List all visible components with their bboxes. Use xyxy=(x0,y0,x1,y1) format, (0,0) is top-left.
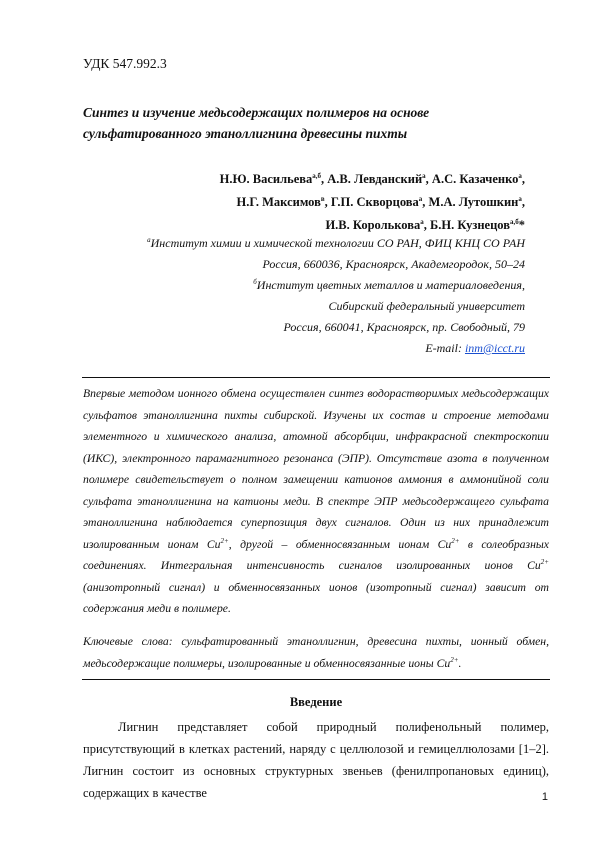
author-affil-mark: а xyxy=(422,171,426,180)
affiliations xyxy=(65,233,525,359)
keywords-end: . xyxy=(458,656,462,670)
affil-mark: б xyxy=(253,278,257,286)
author-separator: , xyxy=(423,218,430,232)
author-name: А.В. Левданский xyxy=(327,172,423,186)
ion-charge: 2+ xyxy=(451,536,460,545)
abstract-text: Впервые методом ионного обмена осуществлен синтез водорастворимых медьсодержащих сульфатов этаноллигнина пихты сибирской. Изучены их состав и строение методами элементного и химического анализа, атомной абсорбции, инфракрасной спектроскопии (ИКС), электронного парамагнитного резонанса (ЭПР). Отсутствие азота в полученном полимере свидетельствует о полном замещении катионов аммония в аммонийной соли сульфата этаноллигнина на катионы меди. В спектре ЭПР медьсодержащего сульфата этаноллигнина наблюдается суперпозиция двух сигналов. Один из них принадлежит изолированным ионам Cu xyxy=(83,387,549,551)
author-separator: * xyxy=(518,218,525,232)
affiliation-b-line-3: Россия, 660041, Красноярск, пр. Свободный, 79 xyxy=(283,320,525,334)
ion-charge: 2+ xyxy=(540,558,549,567)
affil-mark: а xyxy=(147,236,151,244)
affil-text: Институт химии и химической технологии СО РАН, ФИЦ КНЦ СО РАН xyxy=(150,236,525,250)
author-line-1 xyxy=(65,168,525,191)
abstract xyxy=(83,383,549,620)
author-affil-mark: в xyxy=(320,194,325,203)
author-separator: , xyxy=(422,195,429,209)
page-number: 1 xyxy=(541,791,548,803)
author-list xyxy=(65,168,525,237)
author-affil-mark: а xyxy=(518,194,522,203)
author-name: Г.П. Скворцова xyxy=(330,195,419,209)
affiliation-b-line-1 xyxy=(65,275,525,296)
email-link[interactable]: inm@icct.ru xyxy=(464,341,525,355)
author-separator: , xyxy=(521,195,525,209)
affiliation-a-line-1 xyxy=(65,233,525,254)
introduction-paragraph: Лигнин представляет собой природный полифенольный полимер, присутствующий в клетках растений, наряду с целлюлозой и гемицеллюлозами [1–2]. Лигнин состоит из основных структурных звеньев (фенилпропановых единиц), содержащих в качестве xyxy=(83,720,549,800)
author-name: И.В. Королькова xyxy=(325,218,421,232)
author-separator: , xyxy=(425,172,432,186)
email-line xyxy=(65,338,525,359)
abstract-top-rule xyxy=(82,377,550,378)
affiliation-a-line-2: Россия, 660036, Красноярск, Академгородок, 50–24 xyxy=(262,257,525,271)
section-heading-introduction: Введение xyxy=(289,695,343,709)
abstract-text: (анизотропный сигнал) и обменносвязанных ионов (изотропный сигнал) зависит от содержания меди в полимере. xyxy=(83,580,549,615)
affil-text: Институт цветных металлов и материаловедения, xyxy=(256,278,525,292)
abstract-text: , другой – обменносвязанным ионам Cu xyxy=(228,537,452,551)
author-name: А.С. Казаченко xyxy=(431,172,519,186)
author-affil-mark: а,б xyxy=(312,171,322,180)
ion-charge: 2+ xyxy=(220,536,229,545)
keywords xyxy=(83,631,549,674)
author-name: М.А. Лутошкин xyxy=(428,195,519,209)
author-affil-mark: а,б xyxy=(510,217,519,226)
ion-charge: 2+ xyxy=(450,655,459,664)
author-name: Б.Н. Кузнецов xyxy=(429,218,510,232)
udc-code: УДК 547.992.3 xyxy=(83,56,167,71)
keywords-text: Ключевые слова: сульфатированный этаноллигнин, древесина пихты, ионный обмен, медьсодержащие полимеры, изолированные и обменносвязанные ионы Cu xyxy=(83,635,549,670)
affiliation-b-line-2: Сибирский федеральный университет xyxy=(328,299,525,313)
author-affil-mark: а xyxy=(420,217,424,226)
paper-title: Синтез и изучение медьсодержащих полимеров на основе сульфатированного этаноллигнина древесины пихты xyxy=(83,105,430,141)
email-label: E-mail: xyxy=(425,341,465,355)
author-separator: , xyxy=(324,195,331,209)
author-name: Н.Г. Максимов xyxy=(236,195,321,209)
author-affil-mark: а xyxy=(418,194,423,203)
author-line-2 xyxy=(65,191,525,214)
author-separator: , xyxy=(521,172,525,186)
author-separator: , xyxy=(321,172,328,186)
author-name: Н.Ю. Васильева xyxy=(219,172,313,186)
abstract-text: в солеобразных соединениях. Интегральная интенсивность сигналов изолированных ионов Cu xyxy=(83,537,549,572)
author-affil-mark: а xyxy=(518,171,522,180)
abstract-bottom-rule xyxy=(82,679,550,680)
